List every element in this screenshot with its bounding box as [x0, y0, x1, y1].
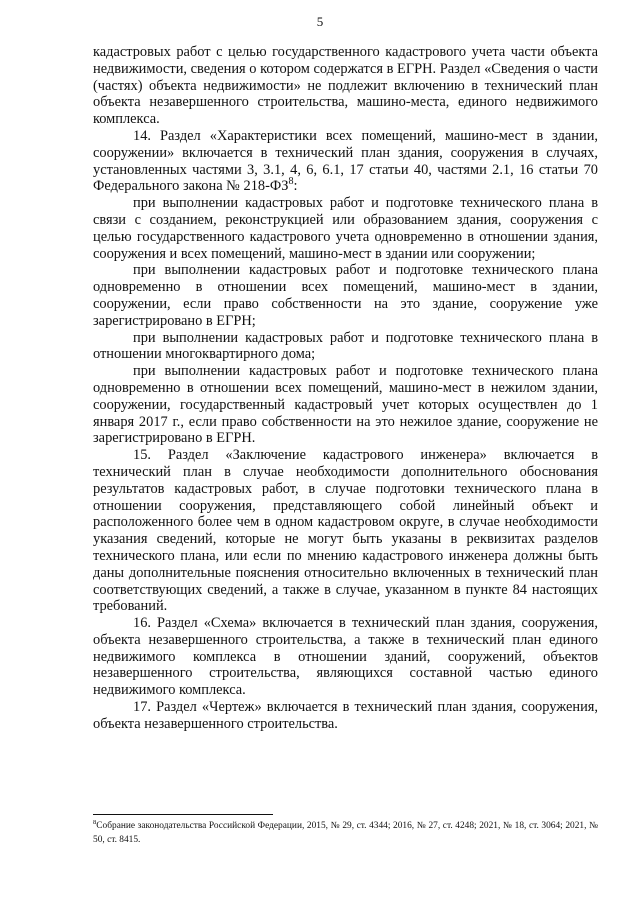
paragraph-16: 16. Раздел «Схема» включается в технический план здания, сооружения, объекта незавершенного строительства, а также в технический план единого недвижимого комплекса в отношении зданий, сооружений, объектов незавершенного строительства, являющихся составной частью единого недвижимого комплекса. — [93, 615, 598, 699]
document-body — [93, 44, 598, 733]
footnote-text: Собрание законодательства Российской Федерации, 2015, № 29, ст. 4344; 2016, № 27, ст. 4248; 2021, № 18, ст. 3064; 2021, № 50, ст. 8415. — [93, 821, 598, 845]
list-item-apartment-building: при выполнении кадастровых работ и подготовке технического плана в отношении многоквартирного дома; — [93, 329, 598, 363]
list-item-registered: при выполнении кадастровых работ и подготовке технического плана одновременно в отношении всех помещений, машино-мест в здании, сооружении, если право собственности на это здание, сооружение уже зарегистрировано в ЕГРН; — [93, 262, 598, 329]
paragraph-15: 15. Раздел «Заключение кадастрового инженера» включается в технический план в случае необходимости дополнительного обоснования результатов кадастровых работ, в случае подготовки технического плана в отношении сооружения, представляющего собой линейный объект и расположенного более чем в одном кадастровом округе, в случае необходимости указания сведений, которые не могут быть указаны в реквизитах разделов технического плана, или если по мнению кадастрового инженера должны быть даны дополнительные пояснения относительно включенных в технический план соответствующих сведений, а также в случае, указанном в пункте 84 настоящих требований. — [93, 447, 598, 615]
footnote-reference: 8 — [288, 176, 294, 188]
page-number: 5 — [316, 14, 324, 29]
paragraph-17: 17. Раздел «Чертеж» включается в технический план здания, сооружения, объекта незавершенного строительства. — [93, 699, 598, 732]
paragraph-14-text: 14. Раздел «Характеристики всех помещений, машино-мест в здании, сооружении» включается в технический план здания, сооружения в случаях, установленных частями 3, 3.1, 4, 6, 6.1, 17 статьи 40, частями 2.1, 16 статьи 70 Федерального закона № 218-ФЗ — [93, 127, 598, 195]
list-item-nonresidential: при выполнении кадастровых работ и подготовке технического плана одновременно в отношении всех помещений, машино-мест в нежилом здании, сооружении, государственный кадастровый учет которых осуществлен до 1 января 2017 г., если право собственности на это нежилое здание, сооружение не зарегистрировано в ЕГРН. — [93, 363, 598, 447]
footnote — [93, 819, 598, 847]
paragraph-14-colon: : — [293, 178, 298, 195]
paragraph-14 — [93, 128, 598, 195]
footnote-marker: 8 — [93, 818, 97, 826]
list-item-creation: при выполнении кадастровых работ и подготовке технического плана в связи с созданием, реконструкцией или образованием здания, сооружения с целью государственного кадастрового учета одновременно в отношении здания, сооружения и всех помещений, машино-мест в здании или сооружении; — [93, 195, 598, 262]
footnote-divider — [93, 814, 273, 815]
paragraph-continuation: кадастровых работ с целью государственного кадастрового учета части объекта недвижимости, сведения о котором содержатся в ЕГРН. Раздел «Сведения о части (частях) объекта недвижимости» не подлежит включению в технический план объекта незавершенного строительства, машино-места, единого недвижимого комплекса. — [93, 44, 598, 128]
